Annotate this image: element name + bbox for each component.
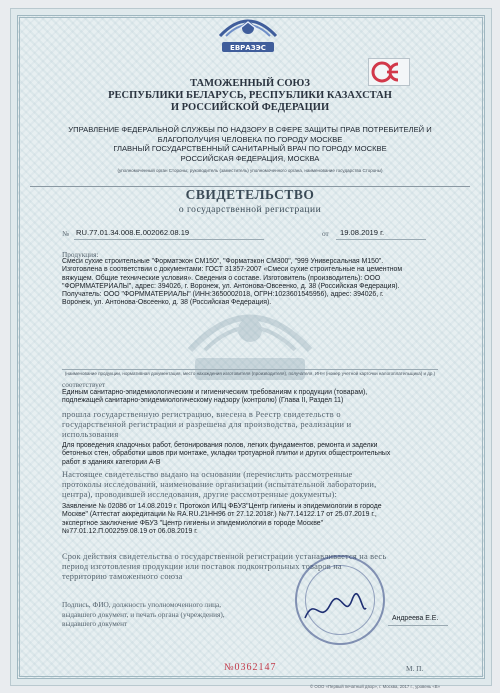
agency-line: ГЛАВНЫЙ ГОСУДАРСТВЕННЫЙ САНИТАРНЫЙ ВРАЧ ПО ГОРОДУ МОСКВЕ — [113, 144, 387, 154]
signatory-rule — [388, 625, 448, 626]
agency-line: УПРАВЛЕНИЕ ФЕДЕРАЛЬНОЙ СЛУЖБЫ ПО НАДЗОРУ В СФЕРЕ ЗАЩИТЫ ПРАВ ПОТРЕБИТЕЛЕЙ И — [68, 125, 432, 134]
agency-header — [20, 125, 480, 163]
eurasec-emblem — [212, 10, 284, 56]
emblem-text: ЕВРАЗЭС — [230, 44, 266, 52]
product-line: Изготовлена в соответствии с документами: ГОСТ 31357-2007 «Смеси сухие строительные на цементном — [62, 266, 403, 274]
conforms-line: Единым санитарно-эпидемиологическим и гигиеническим требованиям к продукции (товарам), — [62, 389, 368, 396]
signature-caption-line: выдавшего документ — [62, 619, 128, 628]
product-note: (наименование продукции, нормативная документация, место нахождения изготовителя (производителя), получателя, ИНН (номер учетной карточки налогоплательщика) и др.) — [64, 371, 436, 376]
reg-number-rule — [74, 239, 264, 240]
basis-value-line: №77.01.12.П.002259.08.19 от 06.08.2019 г. — [62, 527, 198, 535]
union-header — [40, 78, 460, 114]
usage-line: Для проведения кладочных работ, бетонирования полов, легких фундаментов, ремонта и заделки — [62, 442, 378, 449]
passed-block — [62, 410, 442, 440]
serial-number: №0362147 — [224, 662, 277, 673]
agency-line: РОССИЙСКАЯ ФЕДЕРАЦИЯ, МОСКВА — [180, 153, 320, 163]
conforms-line: подлежащей санитарно-эпидемиологическому надзору (контролю) (Глава II, Раздел 11) — [62, 397, 344, 405]
usage-line: работ в зданиях категории А-В — [62, 458, 161, 466]
basis-line: протоколы исследований, наименование организации (испытательной лаборатории, — [62, 480, 377, 489]
document-title: СВИДЕТЕЛЬСТВО — [185, 187, 315, 202]
union-line: ТАМОЖЕННЫЙ СОЮЗ — [190, 78, 310, 89]
basis-line: центра), проводившей исследования, другие рассмотренные документы): — [62, 490, 337, 499]
union-line: И РОССИЙСКОЙ ФЕДЕРАЦИИ — [170, 102, 330, 113]
document-subtitle: о государственной регистрации — [178, 205, 322, 215]
agency-line: БЛАГОПОЛУЧИЯ ЧЕЛОВЕКА ПО ГОРОДУ МОСКВЕ — [157, 134, 343, 144]
validity-block — [62, 552, 442, 582]
passed-line: использования — [62, 430, 119, 439]
basis-line: Настоящее свидетельство выдано на основании (перечислить рассмотренные — [62, 470, 353, 479]
basis-value-line: Заявление № 02086 от 14.08.2019 г. Протокол ИЛЦ ФБУЗ"Центр гигиены и эпидемиологии в городе — [62, 503, 382, 510]
agency-note: (уполномоченный орган Стороны; руководитель (заместитель) уполномоченного органа, наименование государства Стороны) — [117, 168, 383, 173]
product-line: вяжущем. Общие технические условия». Сведения о составе. Изготовитель (производитель): ООО — [62, 274, 381, 282]
product-line: Воронеж, ул. Антонова-Овсеенко, д. 38 (Российская Федерация). — [62, 299, 272, 307]
product-rule — [62, 369, 438, 370]
printer-footer: © ООО «Первый печатный двор», г. Москва, 2017 г., уровень «В» — [310, 684, 441, 689]
signature-caption-line: Подпись, ФИО, должность уполномоченного лица, — [62, 600, 222, 609]
product-line: Смеси сухие строительные "Форматэкон СМ150", "Форматэкон СМ300", "999 Универсальная М150". — [62, 258, 384, 265]
signatory-name: Андреева Е.Е. — [392, 615, 439, 622]
passed-line: государственной регистрации и разрешена для производства, реализации и — [62, 420, 352, 429]
basis-value-line: Москве" (Аттестат аккредитации № RA.RU.21НН96 от 27.12.2018г.) №77.14122.17 от 25.07.2019 г., — [62, 511, 377, 519]
usage-block — [62, 442, 438, 467]
union-line: РЕСПУБЛИКИ БЕЛАРУСЬ, РЕСПУБЛИКИ КАЗАХСТАН — [108, 90, 392, 101]
product-block — [62, 258, 442, 308]
product-line: "ФОРММАТЕРИАЛЫ", адрес: 394026, г. Воронеж, ул. Антонова-Овсеенко, д. 38 (Российская Федерация). — [62, 282, 400, 290]
reg-number-label: № — [62, 229, 69, 238]
basis-values — [62, 503, 442, 536]
validity-line: Срок действия свидетельства о государственной регистрации устанавливается на весь — [62, 552, 387, 561]
basis-value-line: экспертное заключение ФБУЗ "Центр гигиены и эпидемиологии в городе Москве" — [62, 519, 324, 527]
product-line: Получатель: ООО "ФОРММАТЕРИАЛЫ" (ИНН:3650002018, ОГРН:1023601545956), адрес: 394026, г. — [62, 291, 384, 299]
reg-date-label: от — [322, 229, 329, 238]
passed-line: прошла государственную регистрацию, внесена в Реестр свидетельств о — [62, 410, 341, 419]
reg-date: 19.08.2019 г. — [340, 228, 385, 237]
mp-label: М. П. — [406, 664, 424, 673]
signature-caption-line: выдавшего документ, и печать органа (учреждения), — [62, 609, 225, 619]
validity-line: период изготовления продукции или поставок подконтрольных товаров на — [62, 562, 342, 571]
reg-date-rule — [336, 239, 426, 240]
signature-caption — [62, 600, 292, 629]
conforms-label: соответствует — [62, 380, 106, 389]
handwritten-signature — [300, 590, 370, 630]
conforms-block — [62, 389, 438, 406]
usage-line: бетонных стен, обработки швов при монтаже, укладки тротуарной плитки и других общестроительных — [62, 450, 391, 458]
reg-number: RU.77.01.34.008.E.002062.08.19 — [76, 228, 190, 237]
product-label: Продукция: — [62, 250, 99, 259]
basis-intro — [62, 470, 442, 500]
validity-line: территорию таможенного союза — [62, 572, 183, 581]
